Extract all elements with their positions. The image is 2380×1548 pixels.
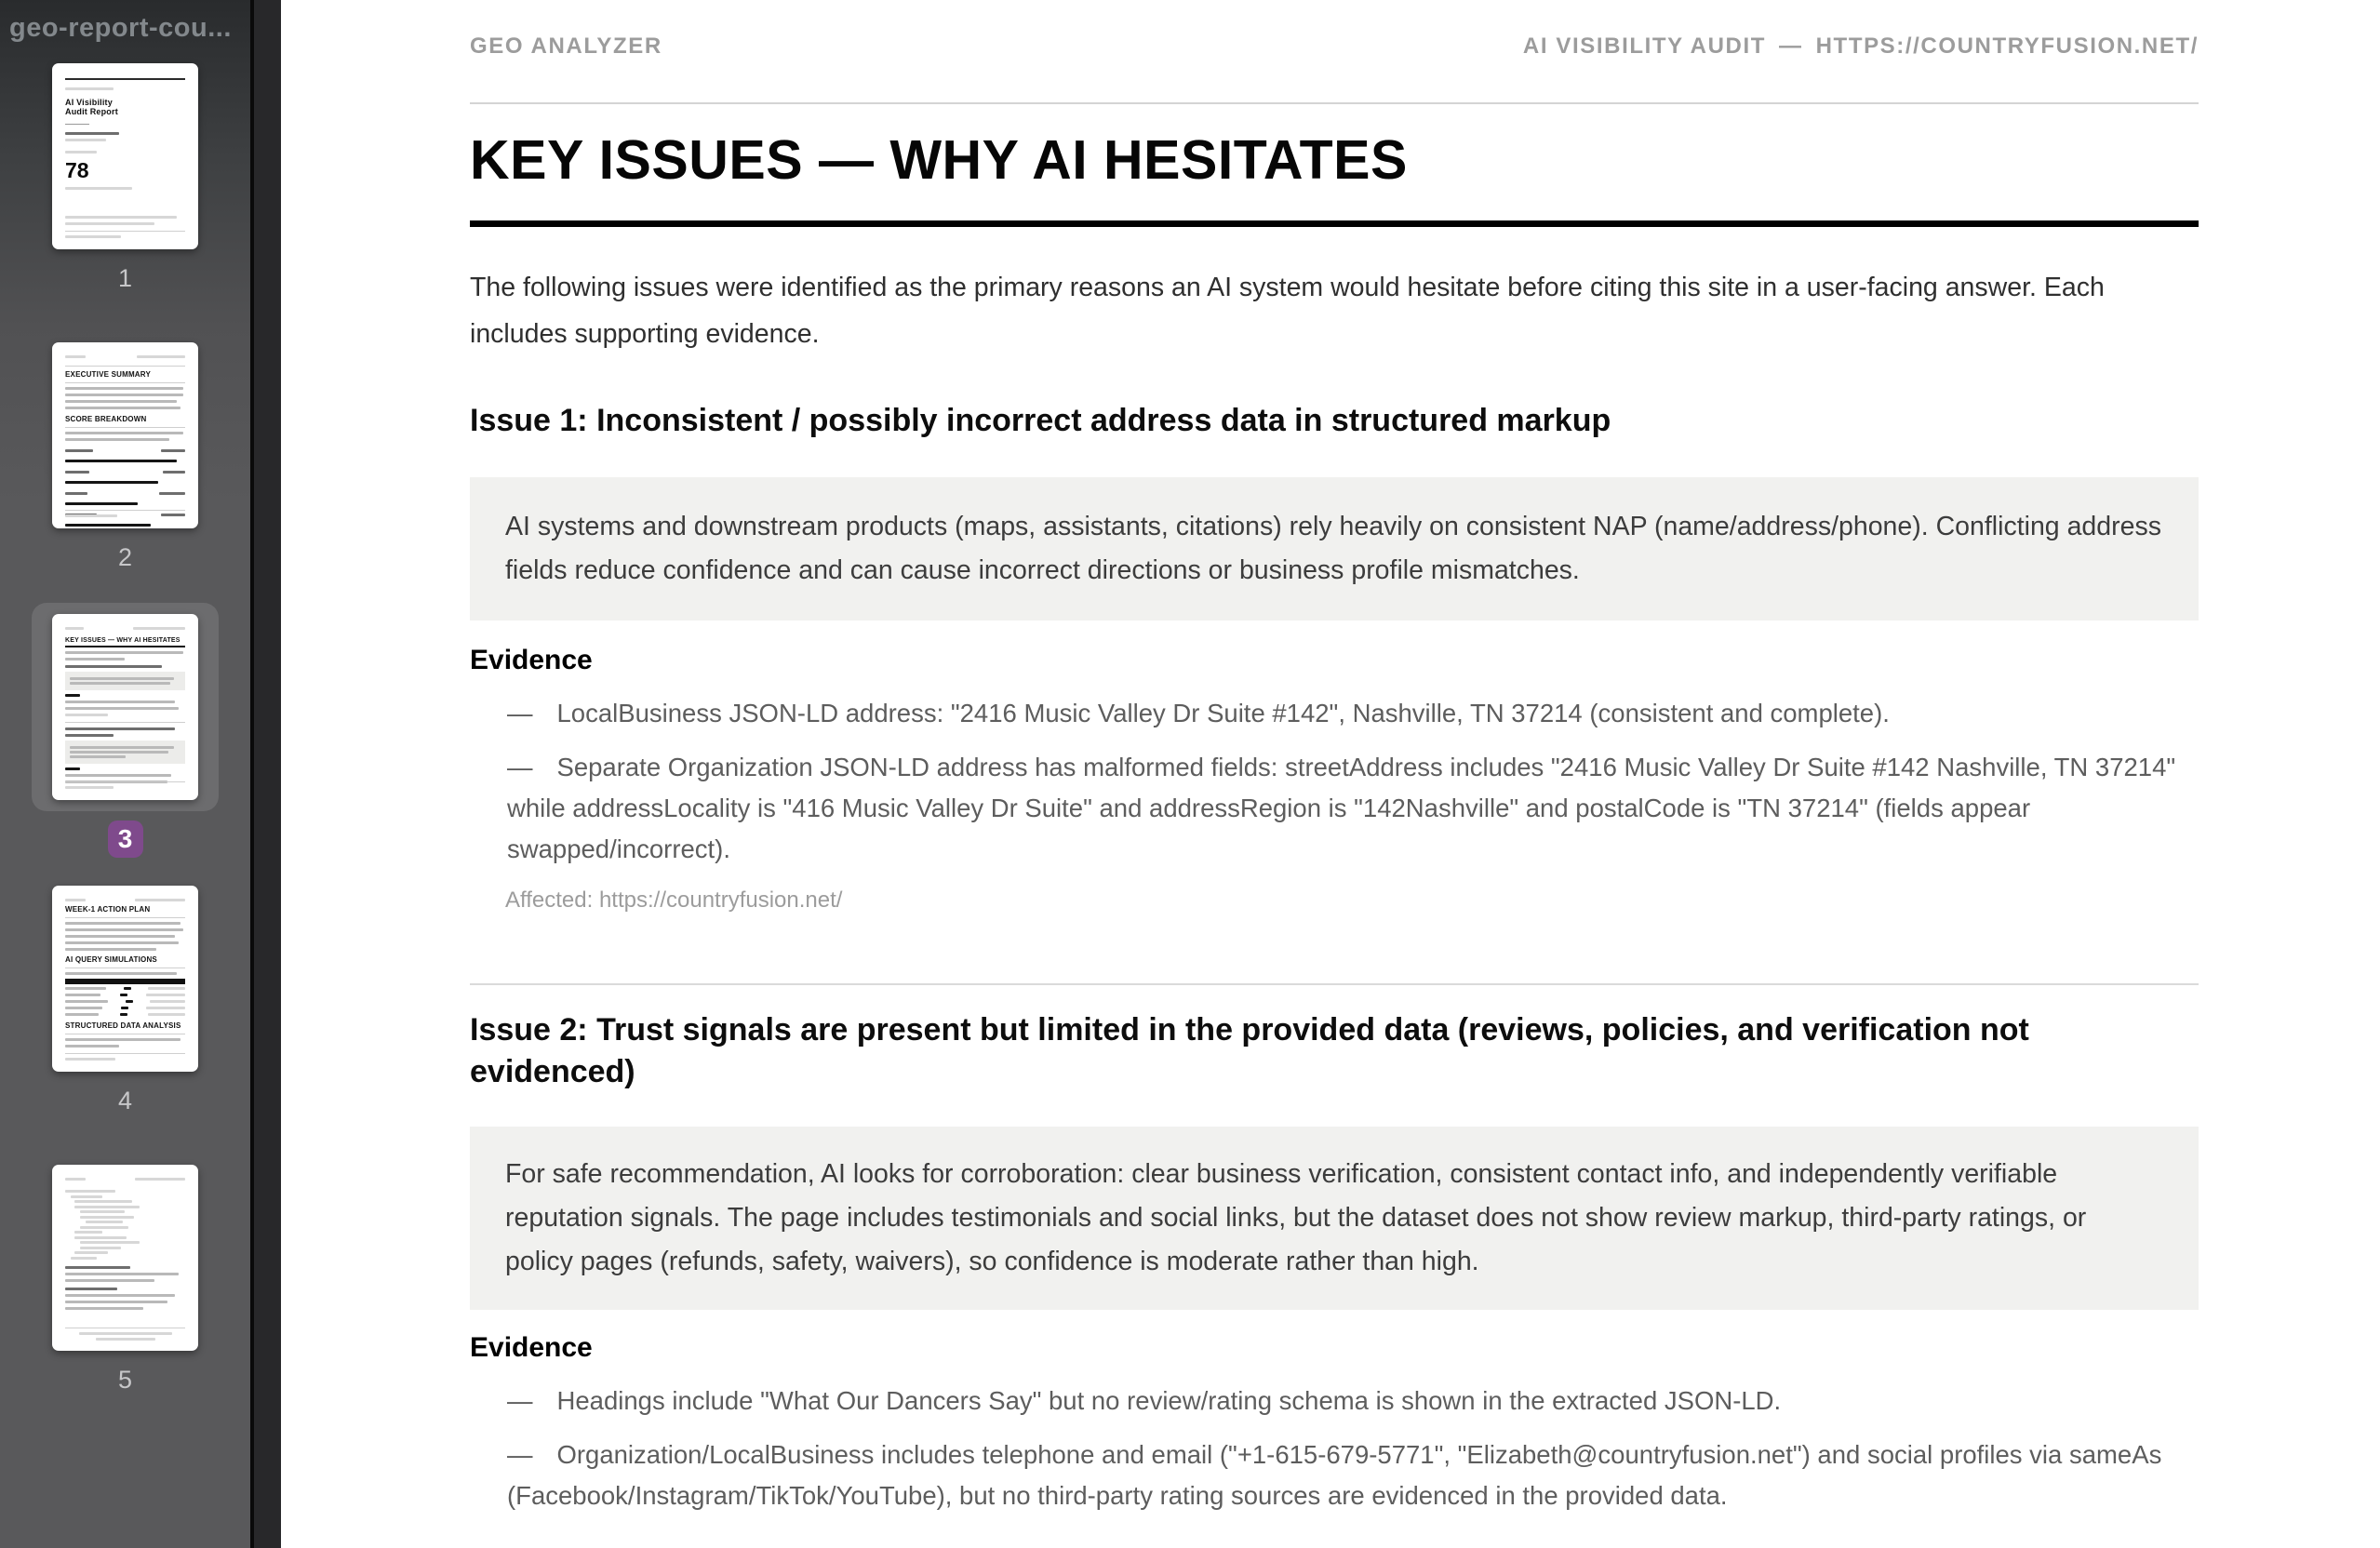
selected-thumbnail-highlight — [32, 603, 219, 811]
thumbnail-page-preview — [52, 63, 198, 249]
evidence-item: — Separate Organization JSON-LD address has malformed fields: streetAddress includes "2416 Music Valley Dr Suite #142 Nashville, TN 37214" while addressLocality is "416 Music Valley Dr Suite" and addressRegion is "142Nashville" and postalCode is "TN 37214" (fields appear swapped/incorrect). — [507, 753, 2176, 863]
page-number-label: 5 — [117, 1366, 133, 1394]
page-thumbnail-2[interactable] — [0, 342, 250, 572]
issue-1-evidence-heading: Evidence — [470, 645, 593, 675]
thumbnail-page-preview — [52, 614, 198, 800]
thumb4-heading-3: STRUCTURED DATA ANALYSIS — [65, 1021, 181, 1030]
page-thumbnail-4[interactable] — [0, 886, 250, 1115]
page-thumbnail-5[interactable] — [0, 1165, 250, 1395]
thumb1-title-line1: AI Visibility — [65, 98, 113, 107]
issue-2-evidence-list — [470, 1381, 2199, 1516]
evidence-item: — LocalBusiness JSON-LD address: "2416 Music Valley Dr Suite #142", Nashville, TN 37214 (consistent and complete). — [507, 699, 1890, 727]
bullet-dash: — — [507, 1386, 533, 1415]
brand-label: GEO ANALYZER — [470, 33, 662, 59]
page-title: KEY ISSUES — WHY AI HESITATES — [470, 129, 1408, 191]
thumb1-score: 78 — [65, 158, 89, 182]
issue-1-heading: Issue 1: Inconsistent / possibly incorrect address data in structured markup — [470, 403, 1611, 438]
evidence-item: — Headings include "What Our Dancers Say" but no review/rating schema is shown in the extracted JSON-LD. — [507, 1386, 1782, 1415]
audit-url-label: AI VISIBILITY AUDIT — HTTPS://COUNTRYFUSION.NET/ — [1522, 33, 2199, 59]
section-divider — [470, 983, 2199, 985]
issue-1-callout: AI systems and downstream products (maps, assistants, citations) rely heavily on consistent NAP (name/address/phone). Conflicting address fields reduce confidence and can cause incorrect directions or business profile mismatches. — [470, 477, 2199, 621]
issue-1-affected-url: Affected: https://countryfusion.net/ — [505, 887, 843, 913]
thumbnail-sidebar — [0, 0, 250, 1548]
intro-paragraph: The following issues were identified as the primary reasons an AI system would hesitate before citing this site in a user-facing answer. Each includes supporting evidence. — [470, 273, 2105, 349]
page-number-label: 1 — [117, 264, 133, 292]
issue-2-callout: For safe recommendation, AI looks for corroboration: clear business verification, consistent contact info, and independently verifiable reputation signals. The page includes testimonials and social links, but the dataset does not show review markup, third-party ratings, or policy pages (refunds, safety, waivers), so confidence is moderate rather than high. — [470, 1127, 2199, 1310]
bullet-dash: — — [507, 1440, 533, 1469]
issue-2-evidence-heading: Evidence — [470, 1332, 593, 1363]
thumb2-heading-2: SCORE BREAKDOWN — [65, 415, 147, 423]
viewer-background-strip — [254, 0, 281, 1548]
page-thumbnail-1[interactable] — [0, 63, 250, 293]
selected-page-number-badge: 3 — [108, 821, 143, 858]
dash-separator: — — [1779, 33, 1803, 59]
evidence-item: — Organization/LocalBusiness includes telephone and email ("+1-615-679-5771", "Elizabeth@countryfusion.net") and social profiles via sameAs (Facebook/Instagram/TikTok/YouTube), but no third-party rating sources are evidenced in the provided data. — [507, 1440, 2162, 1510]
document-title: geo-report-cou... — [9, 13, 232, 43]
page-number-label: 2 — [117, 543, 133, 571]
pdf-page-content — [281, 0, 2380, 1516]
page-thumbnail-3-selected[interactable] — [0, 603, 250, 858]
thumb3-heading: KEY ISSUES — WHY AI HESITATES — [65, 637, 181, 644]
title-rule — [470, 220, 2199, 227]
page-number-label: 4 — [117, 1087, 133, 1114]
issue-2-heading: Issue 2: Trust signals are present but limited in the provided data (reviews, policies, and verification not evidenced) — [470, 1012, 2029, 1089]
thumb1-title-line2: Audit Report — [65, 107, 118, 116]
thumb4-heading-1: WEEK-1 ACTION PLAN — [65, 905, 151, 914]
pdf-viewport[interactable] — [281, 0, 2380, 1548]
bullet-dash: — — [507, 699, 533, 727]
issue-1-evidence-list — [470, 693, 2199, 870]
thumbnail-page-preview — [52, 1165, 198, 1351]
thumbnail-page-preview — [52, 342, 198, 528]
thumb2-heading-1: EXECUTIVE SUMMARY — [65, 370, 152, 379]
thumbnail-page-preview — [52, 886, 198, 1072]
header-divider — [470, 102, 2199, 104]
report-masthead — [470, 33, 2199, 60]
thumb4-heading-2: AI QUERY SIMULATIONS — [65, 955, 157, 964]
bullet-dash: — — [507, 753, 533, 781]
